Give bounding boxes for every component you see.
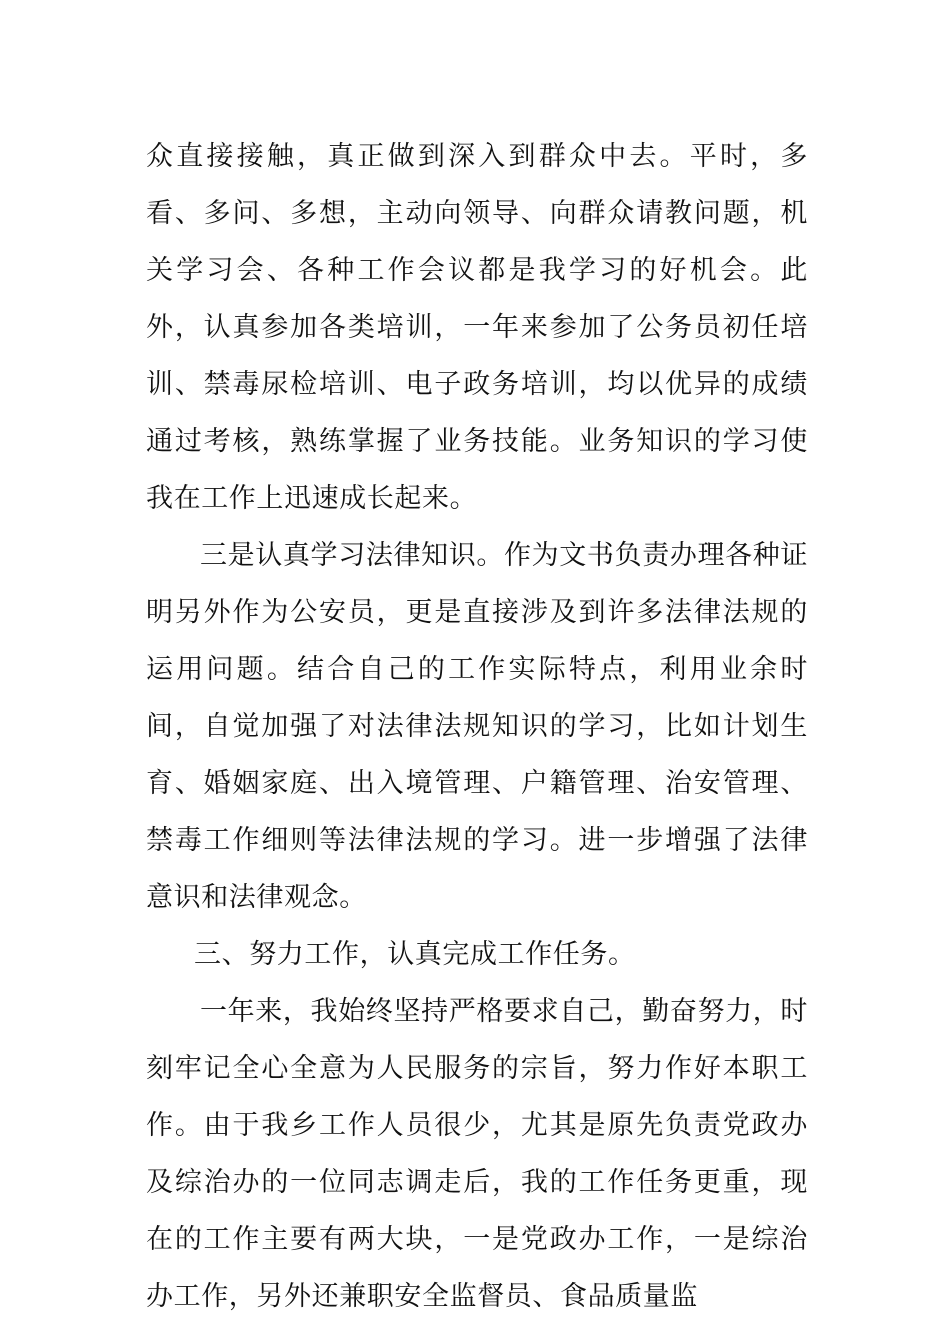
paragraph-work-summary: 一年来，我始终坚持严格要求自己，勤奋努力，时刻牢记全心全意为人民服务的宗旨，努力作好本职工作。由于我乡工作人员很少，尤其是原先负责党政办及综治办的一位同志调走后，我的工作任务更重，现在的工作主要有两大块，一是党政办工作，一是综治办工作，另外还兼职安全监督员、食品质量监 [146,996,808,1312]
section-heading: 三、努力工作，认真完成工作任务。 [194,939,636,970]
paragraph-legal-study: 三是认真学习法律知识。作为文书负责办理各种证明另外作为公安员，更是直接涉及到许多法律法规的运用问题。结合自己的工作实际特点，利用业余时间，自觉加强了对法律法规知识的学习，比如计划生育、婚姻家庭、出入境管理、户籍管理、治安管理、禁毒工作细则等法律法规的学习。进一步增强了法律意识和法律观念。 [146,540,808,913]
paragraph-continuation: 众直接接触，真正做到深入到群众中去。平时，多看、多问、多想，主动向领导、向群众请教问题，机关学习会、各种工作会议都是我学习的好机会。此外，认真参加各类培训，一年来参加了公务员初任培训、禁毒尿检培训、电子政务培训，均以优异的成绩通过考核，熟练掌握了业务技能。业务知识的学习使我在工作上迅速成长起来。 [146,141,808,514]
document-body [146,128,808,1325]
